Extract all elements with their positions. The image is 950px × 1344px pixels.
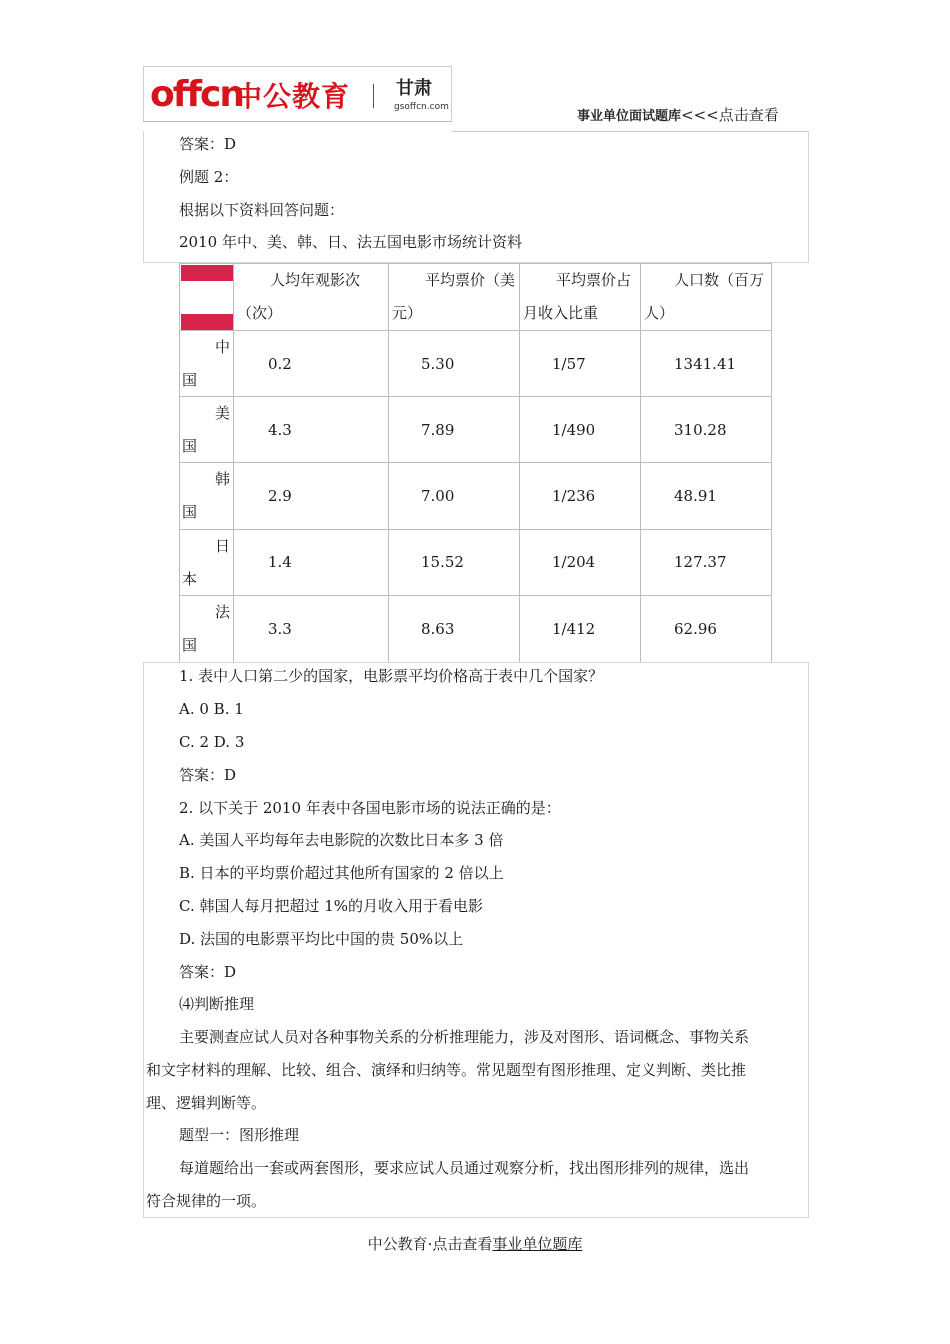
header-cell: 人均年观影次 （次）	[234, 264, 389, 331]
value-cell: 62.96	[641, 595, 772, 662]
questions-box	[143, 662, 809, 1218]
table-row	[180, 331, 772, 397]
logo-region: 甘肃	[396, 78, 432, 99]
country-cell: 美 国	[180, 397, 234, 463]
paragraph-1-line-2: 和文字材料的理解、比较、组合、演绎和归纳等。常见题型有图形推理、定义判断、类比推	[146, 1061, 747, 1079]
table-header-row	[180, 264, 772, 331]
value-cell: 5.30	[389, 331, 520, 397]
table-row	[180, 463, 772, 529]
intro-box	[143, 131, 809, 263]
instruction-line: 根据以下资料回答问题：	[179, 201, 345, 219]
header-link-suffix: <<<点击查看	[681, 106, 779, 124]
answer-2: 答案：D	[179, 963, 237, 981]
table-caption: 2010 年中、美、韩、日、法五国电影市场统计资料	[179, 233, 522, 251]
value-cell: 2.9	[234, 463, 389, 529]
value-cell: 48.91	[641, 463, 772, 529]
question-2: 2. 以下关于 2010 年表中各国电影市场的说法正确的是：	[179, 799, 561, 817]
value-cell: 1/412	[520, 595, 641, 662]
table-row	[180, 529, 772, 595]
value-cell: 8.63	[389, 595, 520, 662]
footer	[0, 1233, 950, 1255]
header-cell: 人口数（百万 人）	[641, 264, 772, 331]
section-heading: ⑷判断推理	[179, 995, 255, 1013]
value-cell: 1.4	[234, 529, 389, 595]
film-market-table	[179, 263, 772, 663]
value-cell: 7.89	[389, 397, 520, 463]
table-row	[180, 595, 772, 662]
value-cell: 3.3	[234, 595, 389, 662]
country-cell: 日 本	[180, 529, 234, 595]
value-cell: 15.52	[389, 529, 520, 595]
header-cell: 平均票价（美 元）	[389, 264, 520, 331]
paragraph-2-line-2: 符合规律的一项。	[146, 1192, 267, 1210]
table-row	[180, 397, 772, 463]
paragraph-2-line-1: 每道题给出一套或两套图形，要求应试人员通过观察分析，找出图形排列的规律，选出	[179, 1159, 750, 1177]
value-cell: 1/204	[520, 529, 641, 595]
value-cell: 127.37	[641, 529, 772, 595]
value-cell: 0.2	[234, 331, 389, 397]
question-1-options-cd: C. 2 D. 3	[179, 733, 245, 751]
question-2-option-d: D. 法国的电影票平均比中国的贵 50%以上	[179, 930, 464, 948]
footer-link[interactable]: 事业单位题库	[492, 1235, 583, 1253]
value-cell: 1341.41	[641, 331, 772, 397]
header-link-bold: 事业单位面试题库	[577, 109, 682, 124]
paragraph-1-line-1: 主要测查应试人员对各种事物关系的分析推理能力，涉及对图形、语词概念、事物关系	[179, 1028, 750, 1046]
footer-prefix: 中公教育·点击查看	[367, 1235, 493, 1253]
flag-icon	[181, 265, 233, 330]
logo-name: 中公教育	[234, 80, 351, 113]
country-cell: 法 国	[180, 595, 234, 662]
header-cell: 平均票价占 月收入比重	[520, 264, 641, 331]
answer-line: 答案：D	[179, 135, 237, 153]
answer-1: 答案：D	[179, 766, 237, 784]
country-cell: 韩 国	[180, 463, 234, 529]
question-1-options-ab: A. 0 B. 1	[179, 700, 244, 718]
example-title: 例题 2：	[179, 168, 239, 186]
value-cell: 1/236	[520, 463, 641, 529]
logo-offcn: offcn	[150, 74, 244, 115]
value-cell: 7.00	[389, 463, 520, 529]
question-1: 1. 表中人口第二少的国家，电影票平均价格高于表中几个国家？	[179, 667, 604, 685]
value-cell: 4.3	[234, 397, 389, 463]
question-2-option-b: B. 日本的平均票价超过其他所有国家的 2 倍以上	[179, 864, 504, 882]
question-2-option-c: C. 韩国人每月把超过 1%的月收入用于看电影	[179, 897, 484, 915]
logo-divider	[373, 84, 374, 108]
logo-url: gsoffcn.com	[394, 102, 449, 112]
header-link[interactable]	[577, 104, 779, 128]
paragraph-1-line-3: 理、逻辑判断等。	[146, 1094, 267, 1112]
type-heading: 题型一：图形推理	[179, 1126, 300, 1144]
value-cell: 310.28	[641, 397, 772, 463]
flag-cell	[180, 264, 234, 331]
question-2-option-a: A. 美国人平均每年去电影院的次数比日本多 3 倍	[179, 831, 504, 849]
country-cell: 中 国	[180, 331, 234, 397]
value-cell: 1/490	[520, 397, 641, 463]
value-cell: 1/57	[520, 331, 641, 397]
